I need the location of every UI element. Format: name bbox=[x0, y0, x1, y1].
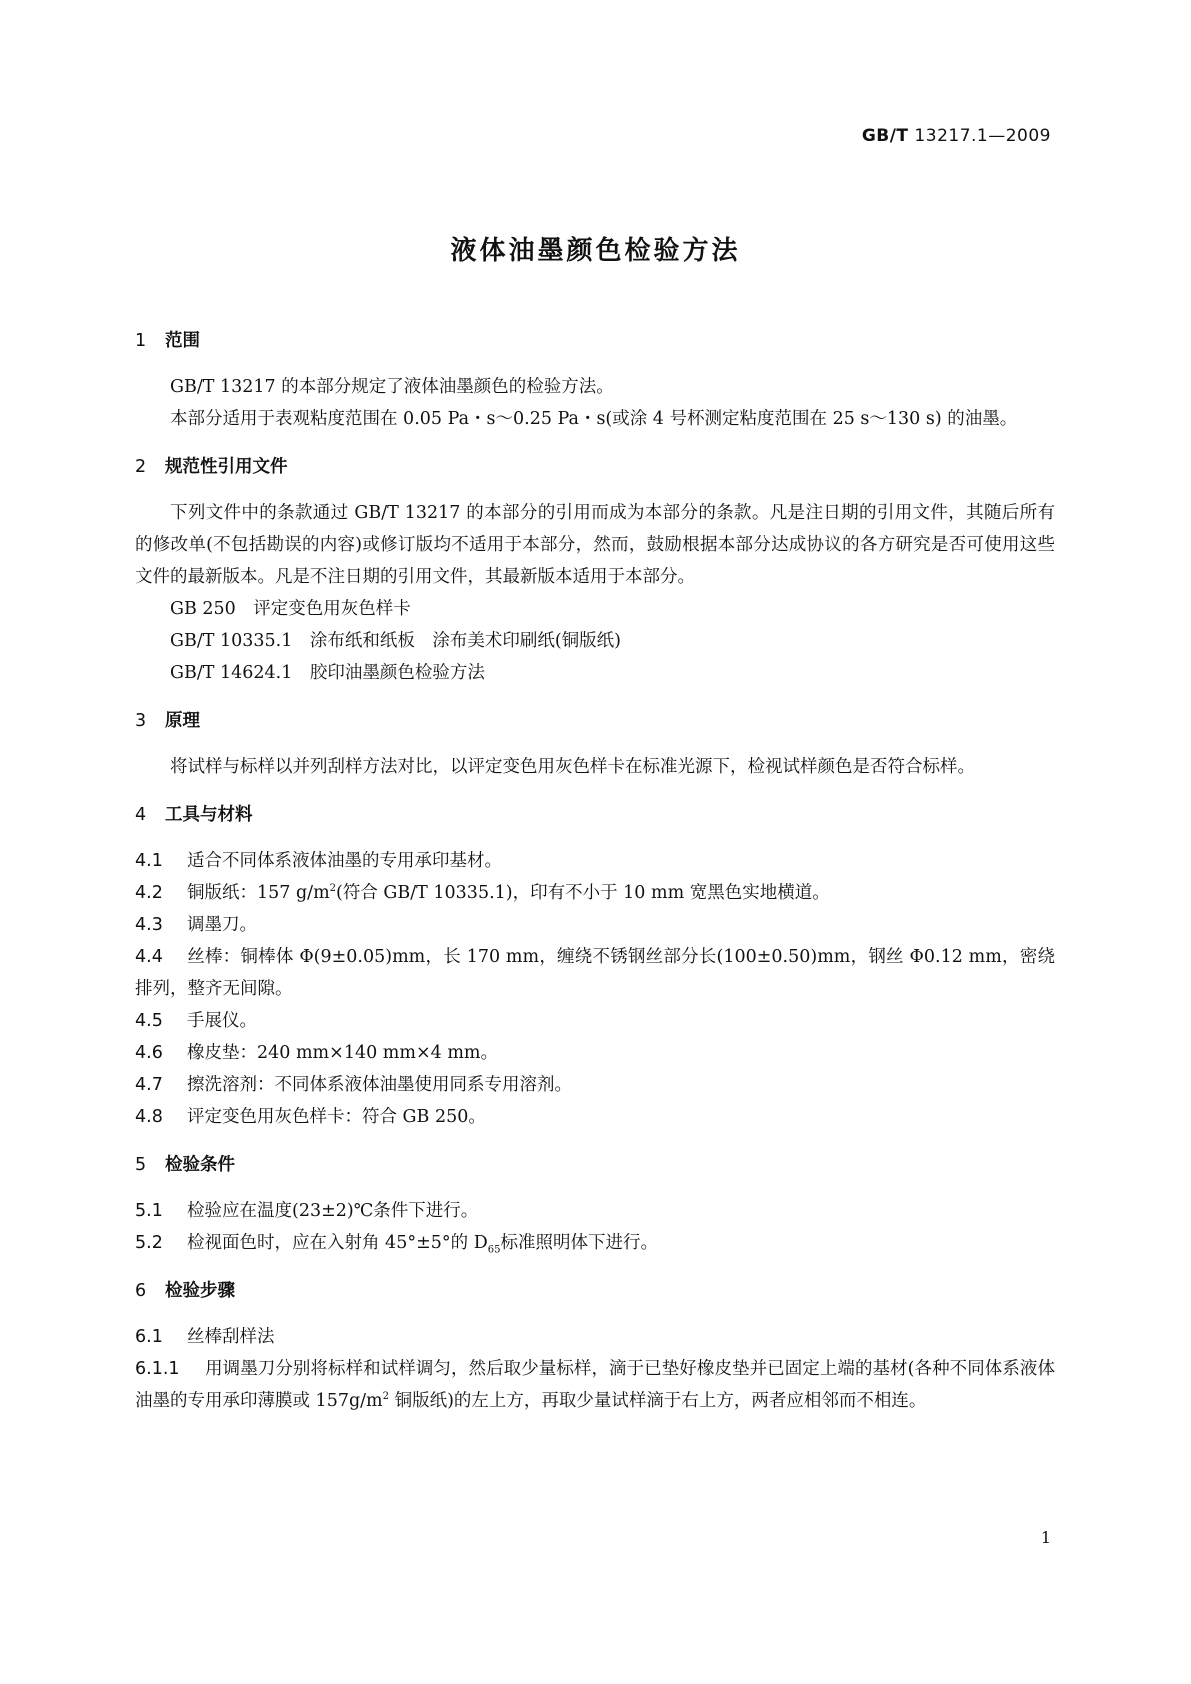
section-heading-4 bbox=[135, 799, 1055, 831]
page-number: 1 bbox=[1040, 1528, 1051, 1547]
section-heading-2 bbox=[135, 451, 1055, 483]
clause-text: 适合不同体系液体油墨的专用承印基材。 bbox=[187, 851, 502, 871]
clause-number: 4.5 bbox=[135, 1011, 163, 1031]
clause-number: 4.4 bbox=[135, 947, 163, 967]
section-number: 2 bbox=[135, 457, 147, 477]
standard-code-prefix: GB/T bbox=[861, 126, 909, 146]
clause-item bbox=[135, 1353, 1055, 1417]
section-title: 工具与材料 bbox=[165, 805, 253, 825]
clause-text: 擦洗溶剂：不同体系液体油墨使用同系专用溶剂。 bbox=[187, 1075, 572, 1095]
subscript: 65 bbox=[487, 1244, 501, 1256]
clause-number: 4.1 bbox=[135, 851, 163, 871]
clause-number: 4.7 bbox=[135, 1075, 163, 1095]
section-title: 检验条件 bbox=[165, 1155, 235, 1175]
section-title: 规范性引用文件 bbox=[165, 457, 288, 477]
clause-text: 手展仪。 bbox=[187, 1011, 257, 1031]
clause-text: 丝棒刮样法 bbox=[187, 1327, 275, 1347]
paragraph: GB/T 13217 的本部分规定了液体油墨颜色的检验方法。 bbox=[170, 377, 614, 397]
section-heading-3 bbox=[135, 705, 1055, 737]
clause-number: 5.2 bbox=[135, 1233, 163, 1253]
clause-item bbox=[135, 877, 1055, 909]
document-body bbox=[135, 325, 1055, 1417]
clause-text: 评定变色用灰色样卡：符合 GB 250。 bbox=[187, 1107, 486, 1127]
section-number: 1 bbox=[135, 331, 147, 351]
clause-number: 4.2 bbox=[135, 883, 163, 903]
clause-text: 丝棒：铜棒体 Φ(9±0.05)mm，长 170 mm，缠绕不锈钢丝部分长(100±0.50)mm，钢丝 Φ0.12 mm，密绕排列，整齐无间隙。 bbox=[135, 947, 1055, 999]
section-number: 4 bbox=[135, 805, 147, 825]
clause-number: 4.6 bbox=[135, 1043, 163, 1063]
reference-item: GB/T 14624.1 胶印油墨颜色检验方法 bbox=[170, 663, 485, 683]
clause-item bbox=[135, 1069, 1055, 1101]
reference-item: GB 250 评定变色用灰色样卡 bbox=[170, 599, 411, 619]
clause-item bbox=[135, 1005, 1055, 1037]
clause-item bbox=[135, 1037, 1055, 1069]
standard-code-number: 13217.1—2009 bbox=[908, 126, 1051, 146]
superscript: 2 bbox=[382, 1391, 390, 1403]
paragraph: 将试样与标样以并列刮样方法对比，以评定变色用灰色样卡在标准光源下，检视试样颜色是否符合标样。 bbox=[170, 757, 975, 777]
clause-item bbox=[135, 1195, 1055, 1227]
clause-text: 橡皮垫：240 mm×140 mm×4 mm。 bbox=[187, 1043, 499, 1063]
clause-text: 用调墨刀分别将标样和试样调匀，然后取少量标样，滴于已垫好橡皮垫并已固定上端的基材(各种不同体系液体油墨的专用承印薄膜或 157g/m bbox=[135, 1359, 1055, 1411]
section-heading-5 bbox=[135, 1149, 1055, 1181]
clause-text: 铜版纸：157 g/m bbox=[187, 883, 330, 903]
clause-item bbox=[135, 909, 1055, 941]
paragraph: 下列文件中的条款通过 GB/T 13217 的本部分的引用而成为本部分的条款。凡是注日期的引用文件，其随后所有的修改单(不包括勘误的内容)或修订版均不适用于本部分，然而，鼓励根据本部分达成协议的各方研究是否可使用这些文件的最新版本。凡是不注日期的引用文件，其最新版本适用于本部分。 bbox=[135, 503, 1055, 587]
clause-number: 6.1 bbox=[135, 1327, 163, 1347]
paragraph: 本部分适用于表观粘度范围在 0.05 Pa・s～0.25 Pa・s(或涂 4 号杯测定粘度范围在 25 s～130 s) 的油墨。 bbox=[170, 409, 1018, 429]
clause-item bbox=[135, 941, 1055, 1005]
clause-item bbox=[135, 845, 1055, 877]
clause-text: 标准照明体下进行。 bbox=[500, 1233, 658, 1253]
clause-text: 调墨刀。 bbox=[187, 915, 257, 935]
section-number: 3 bbox=[135, 711, 147, 731]
clause-item bbox=[135, 1227, 1055, 1259]
section-heading-1 bbox=[135, 325, 1055, 357]
clause-item bbox=[135, 1101, 1055, 1133]
standard-code bbox=[862, 126, 1051, 146]
document-title: 液体油墨颜色检验方法 bbox=[450, 236, 741, 266]
reference-item: GB/T 10335.1 涂布纸和纸板 涂布美术印刷纸(铜版纸) bbox=[170, 631, 621, 651]
clause-text: 检视面色时，应在入射角 45°±5°的 D bbox=[187, 1233, 488, 1253]
section-number: 5 bbox=[135, 1155, 147, 1175]
superscript: 2 bbox=[329, 883, 337, 895]
clause-number: 4.3 bbox=[135, 915, 163, 935]
section-title: 检验步骤 bbox=[165, 1281, 235, 1301]
clause-number: 6.1.1 bbox=[135, 1359, 180, 1379]
clause-text: 检验应在温度(23±2)℃条件下进行。 bbox=[187, 1201, 479, 1221]
clause-number: 5.1 bbox=[135, 1201, 163, 1221]
clause-text: (符合 GB/T 10335.1)，印有不小于 10 mm 宽黑色实地横道。 bbox=[336, 883, 830, 903]
section-title: 原理 bbox=[165, 711, 200, 731]
section-number: 6 bbox=[135, 1281, 147, 1301]
clause-item bbox=[135, 1321, 1055, 1353]
section-title: 范围 bbox=[165, 331, 200, 351]
clause-number: 4.8 bbox=[135, 1107, 163, 1127]
clause-text: 铜版纸)的左上方，再取少量试样滴于右上方，两者应相邻而不相连。 bbox=[389, 1391, 927, 1411]
section-heading-6 bbox=[135, 1275, 1055, 1307]
